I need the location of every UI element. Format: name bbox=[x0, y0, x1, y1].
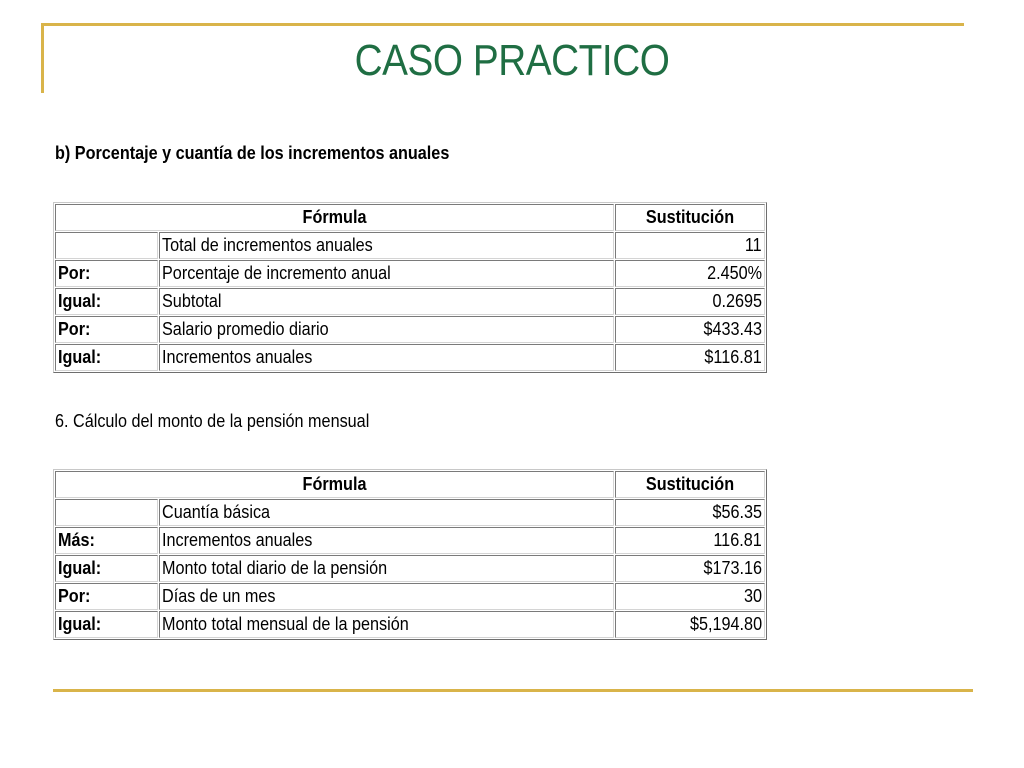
left-border-line bbox=[41, 23, 44, 93]
value-cell: 116.81 bbox=[615, 527, 765, 554]
label-cell: Monto total diario de la pensión bbox=[159, 555, 614, 582]
section-6-heading: 6. Cálculo del monto de la pensión mensual bbox=[55, 411, 370, 431]
formula-header: Fórmula bbox=[55, 204, 614, 231]
table-row bbox=[55, 344, 765, 371]
value-cell: 30 bbox=[615, 583, 765, 610]
label-cell: Porcentaje de incremento anual bbox=[159, 260, 614, 287]
operator-cell: Igual: bbox=[55, 344, 158, 371]
top-border-line bbox=[41, 23, 964, 26]
label-cell: Total de incrementos anuales bbox=[159, 232, 614, 259]
value-cell: $173.16 bbox=[615, 555, 765, 582]
table-header-row bbox=[55, 204, 765, 231]
increments-table bbox=[53, 202, 767, 373]
operator-cell: Igual: bbox=[55, 288, 158, 315]
value-cell: $56.35 bbox=[615, 499, 765, 526]
table-row bbox=[55, 232, 765, 259]
table-header-row bbox=[55, 471, 765, 498]
operator-cell: Igual: bbox=[55, 611, 158, 638]
value-cell: $116.81 bbox=[615, 344, 765, 371]
operator-cell: Por: bbox=[55, 260, 158, 287]
value-cell: 0.2695 bbox=[615, 288, 765, 315]
operator-cell bbox=[55, 232, 158, 259]
table-row bbox=[55, 611, 765, 638]
slide-title: CASO PRACTICO bbox=[354, 36, 670, 85]
table-row bbox=[55, 288, 765, 315]
label-cell: Monto total mensual de la pensión bbox=[159, 611, 614, 638]
bottom-border-line bbox=[53, 689, 973, 692]
operator-cell bbox=[55, 499, 158, 526]
operator-cell: Más: bbox=[55, 527, 158, 554]
label-cell: Salario promedio diario bbox=[159, 316, 614, 343]
table-row bbox=[55, 499, 765, 526]
value-cell: 11 bbox=[615, 232, 765, 259]
pension-table bbox=[53, 469, 767, 640]
table-row bbox=[55, 260, 765, 287]
sustitucion-header: Sustitución bbox=[615, 471, 765, 498]
section-b-heading: b) Porcentaje y cuantía de los incrementos anuales bbox=[55, 143, 450, 163]
table-row bbox=[55, 527, 765, 554]
table-row bbox=[55, 583, 765, 610]
label-cell: Incrementos anuales bbox=[159, 527, 614, 554]
label-cell: Cuantía básica bbox=[159, 499, 614, 526]
label-cell: Subtotal bbox=[159, 288, 614, 315]
label-cell: Incrementos anuales bbox=[159, 344, 614, 371]
table-row bbox=[55, 555, 765, 582]
operator-cell: Por: bbox=[55, 316, 158, 343]
operator-cell: Igual: bbox=[55, 555, 158, 582]
formula-header: Fórmula bbox=[55, 471, 614, 498]
label-cell: Días de un mes bbox=[159, 583, 614, 610]
value-cell: $5,194.80 bbox=[615, 611, 765, 638]
value-cell: 2.450% bbox=[615, 260, 765, 287]
table-row bbox=[55, 316, 765, 343]
sustitucion-header: Sustitución bbox=[615, 204, 765, 231]
value-cell: $433.43 bbox=[615, 316, 765, 343]
operator-cell: Por: bbox=[55, 583, 158, 610]
